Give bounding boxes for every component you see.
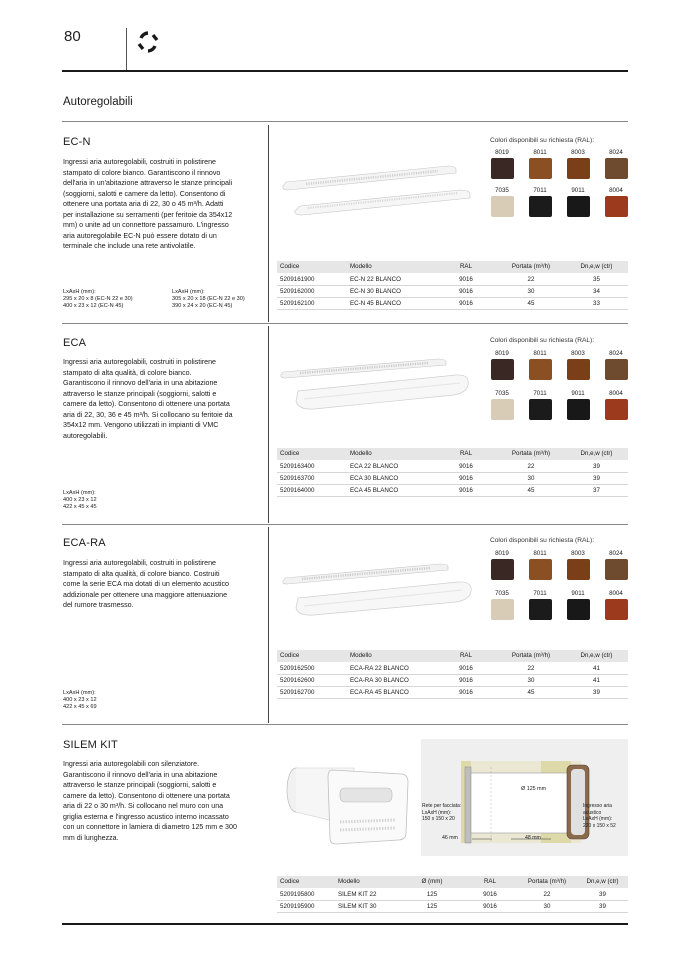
color-swatch: [491, 359, 514, 380]
ral-code: 8011: [533, 350, 547, 357]
ral-code: 8019: [495, 149, 509, 156]
eca-colors-title: Colori disponibili su richiesta (RAL):: [490, 337, 595, 344]
color-swatch: [567, 359, 590, 380]
ral-code: 8003: [571, 149, 585, 156]
ral-code: 7011: [533, 187, 547, 194]
dim-right-label: 48 mm: [525, 835, 541, 841]
ecara-spec-table: [277, 650, 628, 699]
ral-code: 8011: [533, 149, 547, 156]
ecn-description: Ingressi aria autoregolabili, costruiti in polistirene stampato di colore bianco. Garantiscono il rinnovo dell'aria in un'abitazione attraverso le stanze principali (soggiorni, salotti e camere da letto). Consentono di ottenere una portata aria di 22, 30 o 45 m³/h. Adatti per installazione su serramenti (per feritoie da 354x12 mm) o unite ad un connettore passamuro. L'ingresso aria autoregolabile EC-N può essere dotato di un terminale che include una rete antivolatile.: [63, 158, 233, 250]
eca-description: Ingressi aria autoregolabili, costruiti in polistirene stampato di alta qualità, di colore bianco. Garantiscono il rinnovo dell'aria in una abitazione attraverso le stanze principali (soggiorni, salotti e camere da letto). Consentono di ottenere una portata aria di 22, 30, 36 e 45 m³/h. Si collocano su feritoie da 354x12 mm. Vengono utilizzati in impianti di VMC autoregolabili.: [63, 358, 233, 440]
header-rule: [62, 70, 628, 72]
table-header-row: [277, 261, 628, 273]
ral-code: 8003: [571, 350, 585, 357]
ral-code: 7035: [495, 590, 509, 597]
ral-code: 8019: [495, 550, 509, 557]
ral-code: 9011: [571, 590, 585, 597]
color-swatch: [605, 158, 628, 179]
col-header: Codice: [277, 876, 335, 888]
color-swatch: [529, 559, 552, 580]
brand-logo-icon: [134, 28, 162, 56]
color-swatch: [605, 559, 628, 580]
ral-code: 7035: [495, 187, 509, 194]
ecara-dims: LxAxH (mm): 400 x 23 x 12 422 x 45 x 69: [63, 690, 97, 711]
ral-code: 8019: [495, 350, 509, 357]
section-title-ecara: ECA-RA: [63, 537, 106, 549]
table-header-row: [277, 448, 628, 460]
section-divider: [268, 326, 269, 523]
table-row: 5209162100 EC-N 45 BLANCO 9016 45 33: [277, 297, 628, 309]
color-swatch: [567, 599, 590, 620]
col-header: Dn,e,w (ctr): [577, 876, 628, 888]
table-header-row: [277, 876, 628, 888]
ecn-dims-right: LxAxH (mm): 305 x 20 x 18 (EC-N 22 e 30) 390 x 24 x 20 (EC-N 45): [172, 289, 245, 310]
color-swatch: [529, 399, 552, 420]
col-header: Portata (m³/h): [517, 876, 577, 888]
ecn-spec-table: [277, 261, 628, 310]
col-header: Modello: [335, 876, 401, 888]
col-header: RAL: [435, 448, 497, 460]
section-rule: [62, 524, 628, 525]
section-title-ecn: EC-N: [63, 136, 91, 148]
ecara-colors-title: Colori disponibili su richiesta (RAL):: [490, 537, 595, 544]
ecara-product-image: [280, 560, 480, 616]
color-swatch: [567, 399, 590, 420]
col-header: Modello: [347, 650, 435, 662]
col-header: Codice: [277, 448, 347, 460]
table-row: 5209162700 ECA-RA 45 BLANCO 9016 45 39: [277, 686, 628, 698]
left-label: Rete per facciata: LxAxH (mm): 150 x 150 x 20: [422, 803, 462, 823]
silem-diagram: [421, 739, 628, 856]
table-row: 5209195800 SILEM KIT 22 125 9016 22 39: [277, 888, 628, 900]
col-header: Dn,e,w (ctr): [565, 650, 628, 662]
color-swatch: [567, 196, 590, 217]
ral-code: 8004: [609, 590, 623, 597]
col-header: Dn,e,w (ctr): [565, 261, 628, 273]
color-swatch: [529, 158, 552, 179]
col-header: Portata (m³/h): [497, 448, 565, 460]
table-row: 5209164000 ECA 45 BLANCO 9016 45 37: [277, 484, 628, 496]
ral-code: 8003: [571, 550, 585, 557]
col-header: Ø (mm): [401, 876, 463, 888]
right-label: Ingresso aria acustico LxAxH (mm): 220 x 150 x 52: [583, 803, 616, 829]
section-divider: [268, 527, 269, 723]
color-swatch: [605, 359, 628, 380]
color-swatch: [605, 196, 628, 217]
col-header: RAL: [435, 261, 497, 273]
col-header: RAL: [463, 876, 517, 888]
color-swatch: [491, 399, 514, 420]
col-header: Portata (m³/h): [497, 261, 565, 273]
color-swatch: [491, 196, 514, 217]
table-row: 5209162000 EC-N 30 BLANCO 9016 30 34: [277, 285, 628, 297]
page-number: 80: [64, 28, 81, 45]
color-swatch: [605, 599, 628, 620]
eca-product-image: [278, 355, 478, 410]
ecara-description: Ingressi aria autoregolabili, costruiti in polistirene stampato di alta qualità, di colore bianco. Costruiti come la serie ECA ma dotati di un elemento acustico addizionale per ottenere una maggiore attenuazione del rumore trasmesso.: [63, 559, 229, 609]
table-row: 5209163700 ECA 30 BLANCO 9016 30 39: [277, 472, 628, 484]
ral-code: 8011: [533, 550, 547, 557]
section-rule: [62, 323, 628, 324]
col-header: Codice: [277, 261, 347, 273]
color-swatch: [567, 559, 590, 580]
silem-spec-table: [277, 876, 628, 913]
footer-rule: [62, 923, 628, 925]
ral-code: 8004: [609, 187, 623, 194]
color-swatch: [529, 359, 552, 380]
col-header: Modello: [347, 261, 435, 273]
table-row: 5209195900 SILEM KIT 30 125 9016 30 39: [277, 900, 628, 912]
ral-code: 8024: [609, 550, 623, 557]
section-rule: [62, 121, 628, 122]
table-row: 5209163400 ECA 22 BLANCO 9016 22 39: [277, 460, 628, 472]
silem-product-image: [284, 760, 414, 850]
table-row: 5209162600 ECA-RA 30 BLANCO 9016 30 41: [277, 674, 628, 686]
ecn-colors-title: Colori disponibili su richiesta (RAL):: [490, 137, 595, 144]
section-rule: [62, 724, 628, 725]
color-swatch: [491, 599, 514, 620]
eca-spec-table: [277, 448, 628, 497]
color-swatch: [491, 559, 514, 580]
color-swatch: [605, 399, 628, 420]
section-title-silem: SILEM KIT: [63, 739, 118, 751]
table-row: 5209161900 EC-N 22 BLANCO 9016 22 35: [277, 273, 628, 285]
ecn-product-image: [278, 160, 478, 218]
ral-code: 9011: [571, 390, 585, 397]
col-header: Modello: [347, 448, 435, 460]
ral-code: 7035: [495, 390, 509, 397]
color-swatch: [491, 158, 514, 179]
color-swatch: [567, 158, 590, 179]
ral-code: 7011: [533, 390, 547, 397]
ral-code: 8004: [609, 390, 623, 397]
ral-code: 7011: [533, 590, 547, 597]
eca-dims: LxAxH (mm): 400 x 23 x 12 422 x 45 x 45: [63, 490, 97, 511]
ral-code: 9011: [571, 187, 585, 194]
section-divider: [268, 125, 269, 322]
color-swatch: [529, 599, 552, 620]
dim-left-label: 46 mm: [442, 835, 458, 841]
header-divider: [126, 28, 127, 70]
category-title: Autoregolabili: [63, 96, 133, 108]
section-title-eca: ECA: [63, 337, 87, 349]
ral-code: 8024: [609, 149, 623, 156]
diam-label: Ø 125 mm: [521, 786, 547, 792]
ral-code: 8024: [609, 350, 623, 357]
col-header: Portata (m³/h): [497, 650, 565, 662]
col-header: Dn,e,w (ctr): [565, 448, 628, 460]
table-header-row: [277, 650, 628, 662]
ecn-dims-left: LxAxH (mm): 295 x 20 x 8 (EC-N 22 e 30) 400 x 23 x 12 (EC-N 45): [63, 289, 133, 310]
color-swatch: [529, 196, 552, 217]
table-row: 5209162500 ECA-RA 22 BLANCO 9016 22 41: [277, 662, 628, 674]
silem-description: Ingressi aria autoregolabili con silenziatore. Garantiscono il rinnovo dell'aria in una abitazione attraverso le stanze principali (soggiorni, salotti e camere da letto). Consentono di ottenere una portata aria di 22 o 30 m³/h. Si collocano nel muro con una griglia esterna e l'ingresso acustico interno incassato con un connettore in lamiera di diametro 125 mm e 300 mm di lunghezza.: [63, 760, 237, 842]
col-header: Codice: [277, 650, 347, 662]
col-header: RAL: [435, 650, 497, 662]
